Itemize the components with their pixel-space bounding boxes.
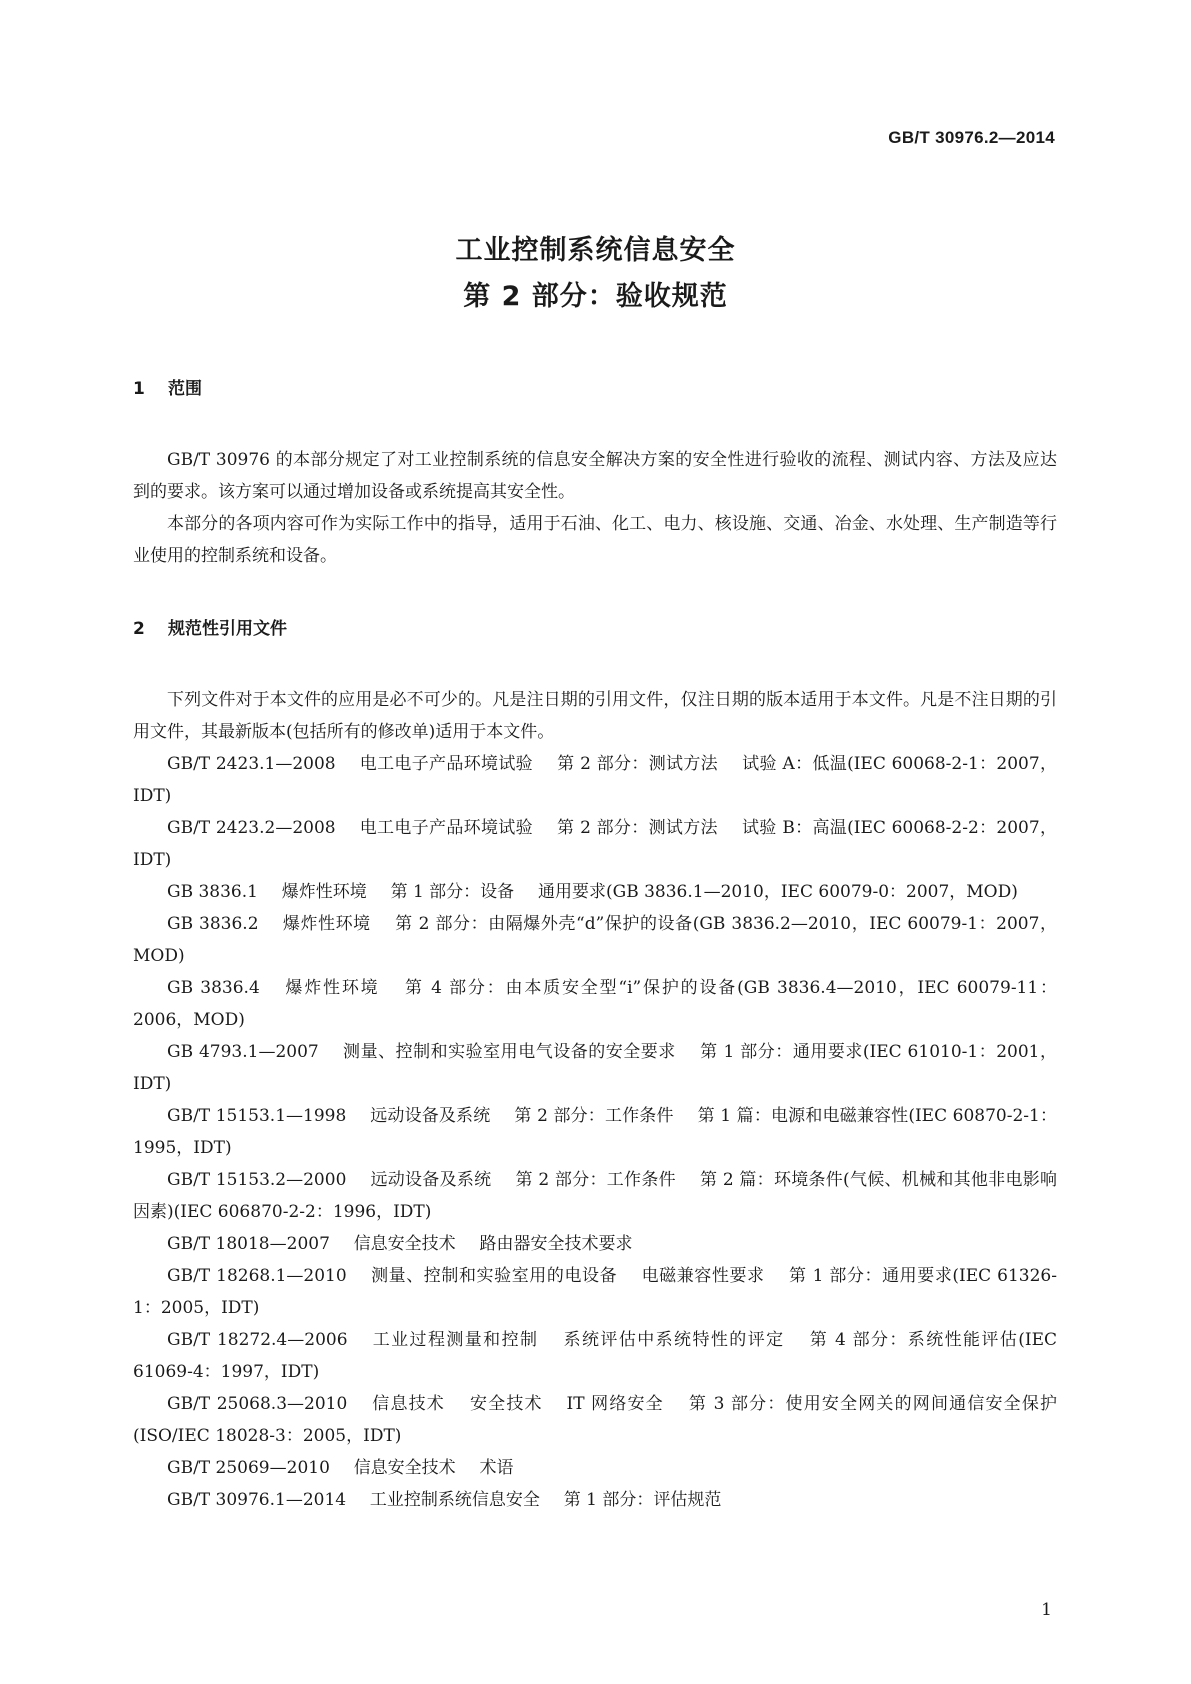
reference-sub: 第 1 篇：电源和电磁兼容性(IEC 60870-2-1：1995，IDT) — [133, 1106, 1058, 1158]
reference-part: 术语 — [479, 1458, 514, 1478]
reference-code: GB/T 2423.1—2008 — [167, 754, 336, 774]
reference-item — [133, 876, 1057, 908]
reference-code: GB/T 30976.1—2014 — [167, 1490, 347, 1510]
reference-part: 电磁兼容性要求 — [640, 1266, 765, 1286]
reference-item — [133, 1100, 1057, 1164]
reference-title: 电工电子产品环境试验 — [359, 818, 533, 838]
reference-item — [133, 812, 1057, 876]
reference-code: GB/T 2423.2—2008 — [167, 818, 336, 838]
reference-part: 第 2 部分：工作条件 — [515, 1170, 676, 1190]
reference-sub: IT 网络安全 — [566, 1394, 664, 1414]
reference-extra: 第 3 部分：使用安全网关的网间通信安全保护(ISO/IEC 18028-3：2005，IDT) — [133, 1394, 1058, 1446]
reference-title: 信息安全技术 — [353, 1234, 456, 1254]
reference-code: GB 3836.4 — [167, 978, 260, 998]
reference-item — [133, 972, 1057, 1036]
reference-title: 工业过程测量和控制 — [371, 1330, 539, 1350]
reference-title: 工业控制系统信息安全 — [369, 1490, 540, 1510]
reference-title: 电工电子产品环境试验 — [359, 754, 533, 774]
reference-part: 第 2 部分：工作条件 — [514, 1106, 674, 1126]
reference-sub: 通用要求(GB 3836.1—2010，IEC 60079-0：2007，MOD) — [537, 882, 1018, 902]
reference-part: 第 1 部分：通用要求(IEC 61010-1：2001，IDT) — [133, 1042, 1057, 1094]
reference-code: GB/T 18272.4—2006 — [167, 1330, 348, 1350]
reference-code: GB/T 18268.1—2010 — [167, 1266, 347, 1286]
reference-part: 系统评估中系统特性的评定 — [562, 1330, 785, 1350]
reference-title: 测量、控制和实验室用电气设备的安全要求 — [342, 1042, 676, 1062]
reference-code: GB/T 15153.2—2000 — [167, 1170, 347, 1190]
reference-title: 信息安全技术 — [353, 1458, 456, 1478]
title-line-1: 工业控制系统信息安全 — [455, 235, 736, 266]
reference-part: 第 1 部分：设备 — [390, 882, 515, 902]
reference-item — [133, 1324, 1057, 1388]
reference-part: 第 1 部分：评估规范 — [563, 1490, 722, 1510]
reference-item — [133, 1388, 1057, 1452]
reference-item — [133, 1484, 1057, 1516]
reference-sub: 第 1 部分：通用要求(IEC 61326-1：2005，IDT) — [133, 1266, 1057, 1318]
reference-sub: 试验 B：高温(IEC 60068-2-2：2007，IDT) — [133, 818, 1058, 870]
reference-code: GB 3836.1 — [167, 882, 258, 902]
reference-title: 信息技术 — [371, 1394, 445, 1414]
title-line-2: 第 2 部分：验收规范 — [463, 281, 728, 312]
section-title: 规范性引用文件 — [168, 619, 287, 639]
page-number: 1 — [1041, 1600, 1052, 1620]
document-title — [0, 228, 1191, 320]
reference-part: 路由器安全技术要求 — [479, 1234, 633, 1254]
reference-code: GB 4793.1—2007 — [167, 1042, 319, 1062]
document-body — [133, 376, 1057, 1516]
reference-code: GB 3836.2 — [167, 914, 259, 934]
reference-code: GB/T 15153.1—1998 — [167, 1106, 347, 1126]
reference-part: 第 4 部分：由本质安全型“i”保护的设备(GB 3836.4—2010，IEC 60079-11：2006，MOD) — [133, 978, 1058, 1030]
reference-sub: 第 2 篇：环境条件(气候、机械和其他非电影响因素)(IEC 606870-2-2：1996，IDT) — [133, 1170, 1058, 1222]
standard-code: GB/T 30976.2—2014 — [888, 128, 1055, 147]
reference-title: 爆炸性环境 — [281, 882, 367, 902]
reference-item — [133, 1036, 1057, 1100]
section-2-heading — [133, 616, 1057, 642]
reference-item — [133, 1164, 1057, 1228]
reference-sub: 试验 A：低温(IEC 60068-2-1：2007，IDT) — [133, 754, 1058, 806]
reference-item — [133, 1452, 1057, 1484]
reference-part: 第 2 部分：由隔爆外壳“d”保护的设备(GB 3836.2—2010，IEC 60079-1：2007，MOD) — [133, 914, 1057, 966]
reference-item — [133, 908, 1057, 972]
paragraph: GB/T 30976 的本部分规定了对工业控制系统的信息安全解决方案的安全性进行验收的流程、测试内容、方法及应达到的要求。该方案可以通过增加设备或系统提高其安全性。 — [133, 450, 1057, 502]
reference-part: 安全技术 — [468, 1394, 543, 1414]
reference-item — [133, 1260, 1057, 1324]
section-1-heading — [133, 376, 1057, 402]
reference-title: 远动设备及系统 — [370, 1106, 491, 1126]
reference-part: 第 2 部分：测试方法 — [556, 754, 718, 774]
reference-title: 远动设备及系统 — [370, 1170, 492, 1190]
paragraph: 本部分的各项内容可作为实际工作中的指导，适用于石油、化工、电力、核设施、交通、冶金、水处理、生产制造等行业使用的控制系统和设备。 — [133, 514, 1057, 566]
reference-sub: 第 4 部分：系统性能评估(IEC 61069-4：1997，IDT) — [133, 1330, 1058, 1382]
reference-item — [133, 748, 1057, 812]
section-number: 2 — [133, 619, 145, 639]
reference-title: 爆炸性环境 — [283, 978, 380, 998]
reference-title: 爆炸性环境 — [282, 914, 371, 934]
section-number: 1 — [133, 379, 145, 399]
section-title: 范围 — [168, 379, 202, 399]
reference-code: GB/T 25069—2010 — [167, 1458, 330, 1478]
paragraph: 下列文件对于本文件的应用是必不可少的。凡是注日期的引用文件，仅注日期的版本适用于本文件。凡是不注日期的引用文件，其最新版本(包括所有的修改单)适用于本文件。 — [133, 690, 1057, 742]
reference-part: 第 2 部分：测试方法 — [556, 818, 718, 838]
reference-item — [133, 1228, 1057, 1260]
reference-code: GB/T 18018—2007 — [167, 1234, 330, 1254]
reference-title: 测量、控制和实验室用的电设备 — [370, 1266, 618, 1286]
reference-code: GB/T 25068.3—2010 — [167, 1394, 348, 1414]
